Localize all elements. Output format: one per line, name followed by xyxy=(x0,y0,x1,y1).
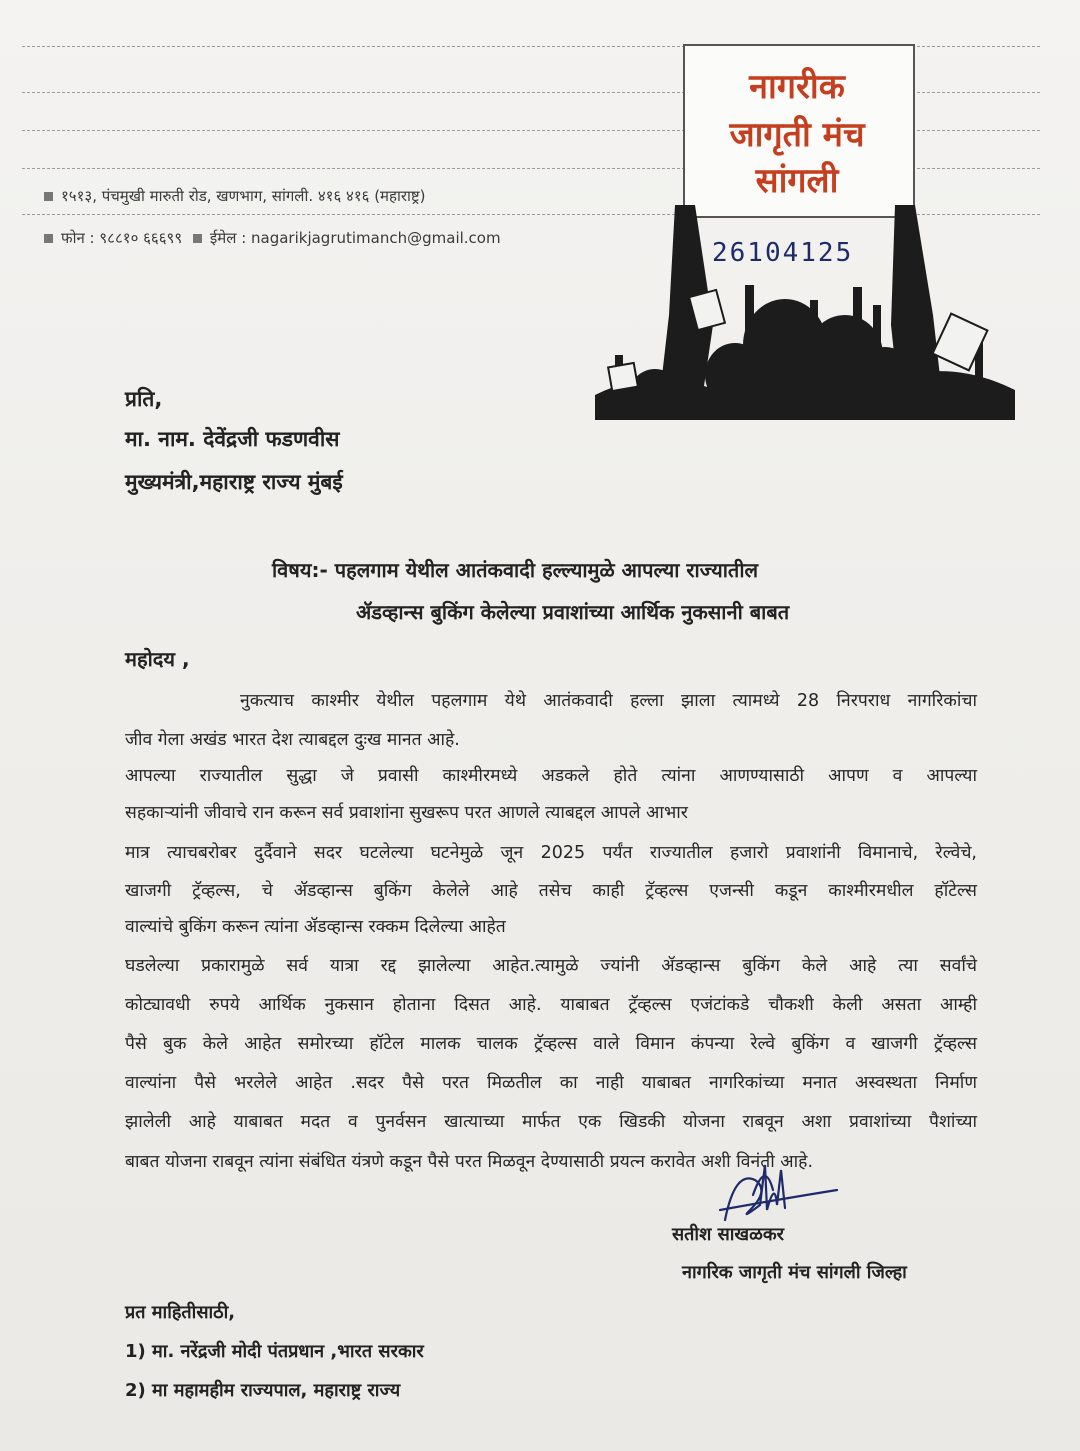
body-line: जीव गेला अखंड भारत देश त्याबद्दल दुःख मानत आहे. xyxy=(125,730,460,750)
bullet-icon xyxy=(44,192,53,201)
recipient-name: मा. नाम. देवेंद्रजी फडणवीस xyxy=(125,427,340,451)
greeting: महोदय , xyxy=(125,647,190,671)
subject-line-1: विषय:- पहलगाम येथील आतंकवादी हल्ल्यामुळे आपल्या राज्यातील xyxy=(272,558,759,582)
body-line: घडलेल्या प्रकारामुळे सर्व यात्रा रद्द झालेल्या आहेत.त्यामुळे ज्यांनी ॲडव्हान्स बुकिंग केले आहे त्या सर्वांचे xyxy=(125,956,977,976)
body-line: आपल्या राज्यातील सुद्धा जे प्रवासी काश्मीरमध्ये अडकले होते त्यांना आणण्यासाठी आपण व आपल्या xyxy=(125,766,977,786)
copy-to-heading: प्रत माहितीसाठी, xyxy=(125,1302,236,1323)
logo-line-3: सांगली xyxy=(755,161,839,201)
signatory-name: सतीश साखळकर xyxy=(672,1224,785,1245)
body-line: वाल्यांचे बुकिंग करून त्यांना ॲडव्हान्स रक्कम दिलेल्या आहेत xyxy=(125,917,506,937)
copy-to-item: 1) मा. नरेंद्रजी मोदी पंतप्रधान ,भारत सरकार xyxy=(125,1341,424,1362)
body-line: झालेली आहे याबाबत मदत व पुनर्वसन खात्याच्या मार्फत एक खिडकी योजना राबवून अशा प्रवाशांच्या पैशांच्या xyxy=(125,1112,977,1132)
body-line: कोट्यावधी रुपये आर्थिक नुकसान होताना दिसत आहे. याबाबत ट्रॅव्हल्स एजंटांकडे चौकशी केली असता आम्ही xyxy=(125,995,977,1015)
signatory-org: नागरिक जागृती मंच सांगली जिल्हा xyxy=(682,1262,907,1283)
recipient-to: प्रति, xyxy=(125,387,163,411)
handwritten-reference: 26104125 xyxy=(712,238,854,268)
signature-mark xyxy=(715,1150,845,1230)
recipient-designation: मुख्यमंत्री,महाराष्ट्र राज्य मुंबई xyxy=(125,470,343,494)
letterhead-address: १५१३, पंचमुखी मारुती रोड, खणभाग, सांगली. ४१६ ४१६ (महाराष्ट्र) xyxy=(44,186,426,206)
subject-line-2: ॲडव्हान्स बुकिंग केलेल्या प्रवाशांच्या आर्थिक नुकसानी बाबत xyxy=(356,600,790,624)
body-line: बाबत योजना राबवून त्यांना संबंधित यंत्रणे कडून पैसे परत मिळवून देण्यासाठी प्रयत्न करावेत अशी विनंती आहे. xyxy=(125,1152,814,1172)
letterhead-contact: फोन : ९८८१० ६६६९९ ईमेल : nagarikjagrutimanch@gmail.com xyxy=(44,228,501,248)
body-line: खाजगी ट्रॅव्हल्स, चे ॲडव्हान्स बुकिंग केलेले आहे तसेच काही ट्रॅव्हल्स एजन्सी कडून काश्मीरमधील हॉटेल्स xyxy=(125,881,977,901)
body-line: पैसे बुक केले आहेत समोरच्या हॉटेल मालक चालक ट्रॅव्हल्स वाले विमान कंपन्या रेल्वे बुकिंग व खाजगी ट्रॅव्हल्स xyxy=(125,1034,977,1054)
body-line: नुकत्याच काश्मीर येथील पहलगाम येथे आतंकवादी हल्ला झाला त्यामध्ये 28 निरपराध नागरिकांचा xyxy=(240,691,977,711)
body-line: मात्र त्याचबरोबर दुर्दैवाने सदर घटलेल्या घटनेमुळे जून 2025 पर्यंत राज्यातील हजारो प्रवाशांनी विमानाचे, रेल्वेचे, xyxy=(125,843,977,863)
bullet-icon xyxy=(193,234,202,243)
body-line: सहकाऱ्यांनी जीवाचे रान करून सर्व प्रवाशांना सुखरूप परत आणले त्याबद्दल आपले आभार xyxy=(125,803,688,823)
copy-to-item: 2) मा महामहीम राज्यपाल, महाराष्ट्र राज्य xyxy=(125,1380,401,1401)
logo-line-1: नागरीक xyxy=(749,67,845,107)
body-line: वाल्यांना पैसे भरलेले आहेत .सदर पैसे परत मिळतील का नाही याबाबत नागरिकांच्या मनात अस्वस्थता निर्माण xyxy=(125,1073,977,1093)
protest-crowd-icon xyxy=(595,205,1015,420)
bullet-icon xyxy=(44,234,53,243)
logo-line-2: जागृती मंच xyxy=(729,115,865,155)
